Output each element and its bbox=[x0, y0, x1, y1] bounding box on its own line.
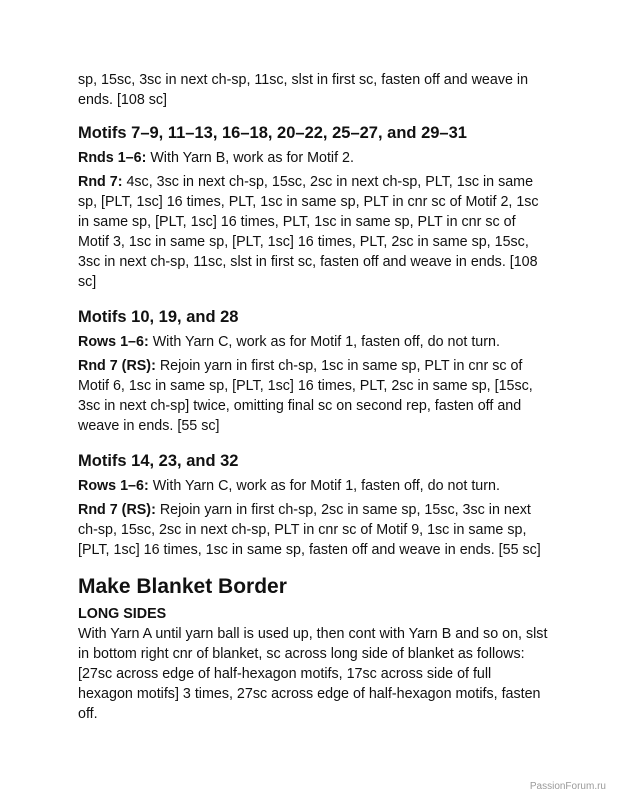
section-motifs-14-23-32 bbox=[78, 450, 548, 560]
row-text: With Yarn B, work as for Motif 2. bbox=[146, 150, 354, 166]
pattern-page bbox=[78, 70, 548, 724]
section-heading: Motifs 7–9, 11–13, 16–18, 20–22, 25–27, and 29–31 bbox=[78, 124, 467, 142]
section-motifs-10-19-28 bbox=[78, 306, 548, 436]
row-text: Rejoin yarn in first ch-sp, 2sc in same sp, 15sc, 3sc in next ch-sp, 15sc, 2sc in next ch-sp, PLT in cnr sc of Motif 9, 1sc in same sp, [PLT, 1sc] 16 times, 1sc in same sp, fasten off and weave in ends. [55 sc] bbox=[78, 502, 541, 558]
section-heading: Motifs 10, 19, and 28 bbox=[78, 308, 239, 326]
section-blanket-border bbox=[78, 574, 548, 724]
intro-paragraph: sp, 15sc, 3sc in next ch-sp, 11sc, slst in first sc, fasten off and weave in ends. [108 sc] bbox=[78, 72, 529, 108]
row-text: With Yarn C, work as for Motif 1, fasten off, do not turn. bbox=[148, 334, 500, 350]
border-heading: Make Blanket Border bbox=[78, 575, 287, 598]
instruction-row bbox=[78, 172, 548, 292]
row-label: Rows 1–6: bbox=[78, 478, 149, 494]
row-text: 4sc, 3sc in next ch-sp, 15sc, 2sc in next ch-sp, PLT, 1sc in same sp, [PLT, 1sc] 16 times, PLT, 1sc in same sp, PLT in cnr sc of Motif 2, 1sc in same sp, [PLT, 1sc] 16 times, PLT, 1sc in same sp, PLT in cnr sc of Motif 3, 1sc in same sp, [PLT, 1sc] 16 times, PLT, 2sc in same sp, 15sc, 3sc in next ch-sp, 11sc, slst in first sc, fasten off and weave in ends. [108 sc] bbox=[78, 174, 539, 290]
row-label: Rnds 1–6: bbox=[78, 150, 147, 166]
row-label: Rnd 7: bbox=[78, 174, 123, 190]
instruction-row bbox=[78, 332, 548, 352]
row-label: Rows 1–6: bbox=[78, 334, 149, 350]
instruction-row bbox=[78, 476, 548, 496]
watermark: PassionForum.ru bbox=[529, 781, 606, 792]
row-text: With Yarn C, work as for Motif 1, fasten off, do not turn. bbox=[148, 478, 500, 494]
instruction-row bbox=[78, 500, 548, 560]
section-heading: Motifs 14, 23, and 32 bbox=[78, 452, 239, 470]
row-text: Rejoin yarn in first ch-sp, 1sc in same sp, PLT in cnr sc of Motif 6, 1sc in same sp, [PLT, 1sc] 16 times, PLT, 2sc in same sp, [15sc, 3sc in next ch-sp] twice, omitting final sc on second rep, fasten off and weave in ends. [55 sc] bbox=[78, 358, 533, 434]
section-motifs-7-31 bbox=[78, 122, 548, 292]
border-subheading: LONG SIDES bbox=[78, 606, 167, 622]
instruction-row bbox=[78, 356, 548, 436]
border-paragraph: With Yarn A until yarn ball is used up, then cont with Yarn B and so on, slst in bottom right cnr of blanket, sc across long side of blanket as follows: [27sc across edge of half-hexagon motifs, 17sc across side of full hexagon motifs] 3 times, 27sc across edge of half-hexagon motifs, fasten off. bbox=[78, 626, 548, 722]
row-label: Rnd 7 (RS): bbox=[78, 502, 156, 518]
row-label: Rnd 7 (RS): bbox=[78, 358, 156, 374]
instruction-row bbox=[78, 148, 548, 168]
